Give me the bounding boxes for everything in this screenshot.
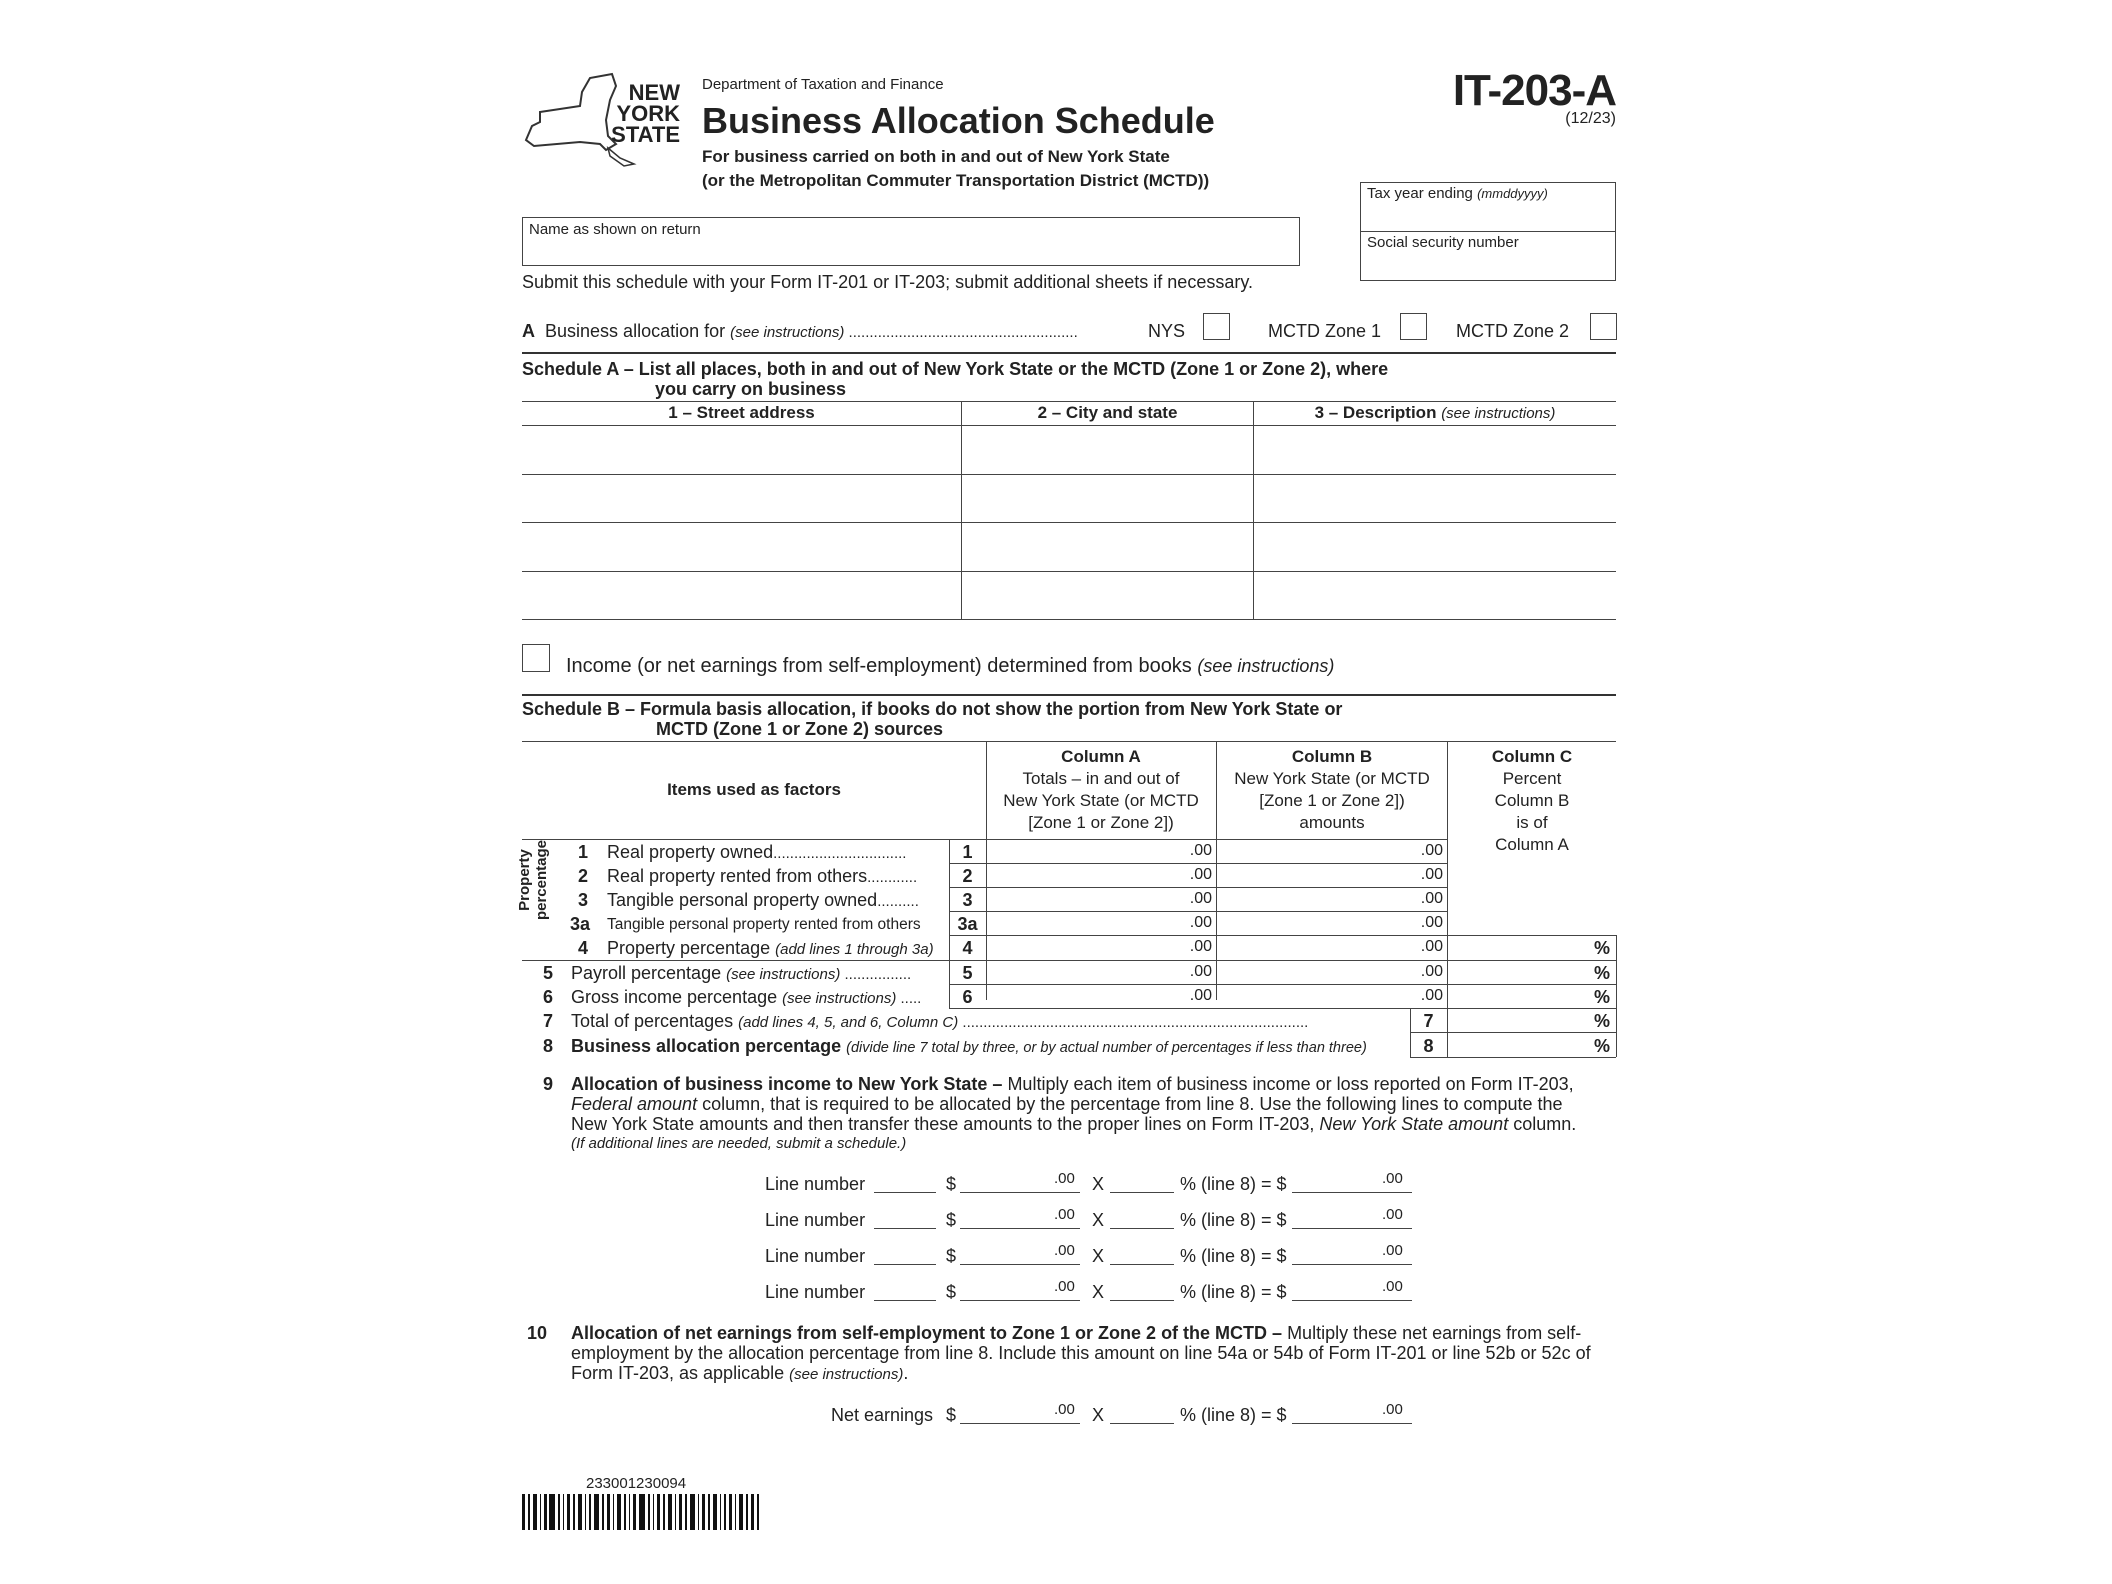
line4-column-a[interactable]: .00 — [1189, 938, 1212, 955]
net-earnings-input[interactable] — [960, 1423, 1080, 1424]
column-c-header: Column C Percent Column B is of Column A — [1491, 747, 1573, 854]
result-input-2[interactable] — [1292, 1228, 1412, 1229]
percent-input-4[interactable] — [1110, 1300, 1174, 1301]
books-checkbox[interactable] — [522, 644, 550, 672]
line10-number: 10 — [527, 1323, 548, 1343]
schedule-b-heading-cont: MCTD (Zone 1 or Zone 2) sources — [656, 719, 944, 739]
city-state-input-1[interactable] — [962, 426, 1252, 473]
items-header: Items used as factors — [667, 780, 841, 799]
form-subtitle-2: (or the Metropolitan Commuter Transportation District (MCTD)) — [702, 171, 1210, 190]
schedule-b-heading: Schedule B – Formula basis allocation, if books do not show the portion from New York State or — [522, 699, 1343, 719]
line2-column-b[interactable]: .00 — [1420, 866, 1443, 883]
line-number-input-1[interactable] — [874, 1192, 936, 1193]
line-number-input-2[interactable] — [874, 1228, 936, 1229]
line1-column-b[interactable]: .00 — [1420, 842, 1443, 859]
column-a-header: Column A Totals – in and out of New York State (or MCTD [Zone 1 or Zone 2]) — [1003, 747, 1199, 832]
ssn-field[interactable] — [1360, 231, 1616, 281]
percent-input-1[interactable] — [1110, 1192, 1174, 1193]
line6-column-b[interactable]: .00 — [1420, 987, 1443, 1004]
line-a: A Business allocation for (see instructions) ....................................................... — [522, 321, 1078, 341]
line4-column-b[interactable]: .00 — [1420, 938, 1443, 955]
line4-column-c[interactable]: % — [1593, 938, 1610, 958]
street-address-input-4[interactable] — [523, 572, 960, 618]
street-address-input-1[interactable] — [523, 426, 960, 473]
city-state-input-2[interactable] — [962, 475, 1252, 521]
divider — [522, 352, 1616, 354]
line8-column-c[interactable]: % — [1593, 1036, 1610, 1056]
form-subtitle-1: For business carried on both in and out of New York State — [702, 147, 1170, 166]
logo-text: NEW YORK STATE — [611, 80, 680, 147]
description-input-3[interactable] — [1254, 523, 1616, 570]
schedule-a-heading-cont: you carry on business — [655, 379, 847, 399]
option-zone2-label: MCTD Zone 2 — [1456, 321, 1570, 341]
option-nys-label: NYS — [1148, 321, 1186, 341]
city-state-input-4[interactable] — [962, 572, 1252, 618]
schedule-a-heading: Schedule A – List all places, both in and out of New York State or the MCTD (Zone 1 or Zone 2), where — [522, 359, 1389, 379]
amount-input-2[interactable] — [960, 1228, 1080, 1229]
line9-text: Allocation of business income to New York State – Multiply each item of business income or loss reported on Form IT-203, Federal amount column, that is required to be allocated by the percentage from line 8. Use the following lines to compute the New York State amounts and then transfer these amounts to the proper lines on Form IT-203, New York State amount column. (If additional lines are needed, submit a schedule.) — [571, 1074, 1577, 1152]
line9-number: 9 — [543, 1074, 554, 1094]
option-zone1-label: MCTD Zone 1 — [1268, 321, 1382, 341]
street-address-input-2[interactable] — [523, 475, 960, 521]
line3a-column-a[interactable]: .00 — [1189, 914, 1212, 931]
line5-column-b[interactable]: .00 — [1420, 963, 1443, 980]
mctd-zone1-checkbox[interactable] — [1400, 313, 1427, 340]
line10-percent-input[interactable] — [1110, 1423, 1174, 1424]
line-number-input-4[interactable] — [874, 1300, 936, 1301]
col-city-state-header: 2 – City and state — [1037, 403, 1178, 422]
line5-column-a[interactable]: .00 — [1189, 963, 1212, 980]
description-input-1[interactable] — [1254, 426, 1616, 473]
form-id: IT-203-A — [1452, 66, 1616, 115]
books-option-label: Income (or net earnings from self-employment) determined from books (see instructions) — [566, 655, 1335, 677]
line6-column-c[interactable]: % — [1593, 987, 1610, 1007]
column-b-header: Column B New York State (or MCTD [Zone 1 or Zone 2]) amounts — [1234, 747, 1430, 832]
department-name: Department of Taxation and Finance — [702, 76, 944, 93]
submit-note: Submit this schedule with your Form IT-201 or IT-203; submit additional sheets if necessary. — [522, 272, 1253, 292]
line10-text: Allocation of net earnings from self-employment to Zone 1 or Zone 2 of the MCTD – Multiply these net earnings from self- employment by the allocation percentage from line 8. Include this amount on line 54a or 54b of Form IT-201 or line 52b or 52c of Form IT-203, as applicable (see instructions). — [571, 1323, 1591, 1383]
line3-column-b[interactable]: .00 — [1420, 890, 1443, 907]
percent-input-3[interactable] — [1110, 1264, 1174, 1265]
form-title: Business Allocation Schedule — [702, 100, 1215, 141]
property-percentage-label: Property percentage — [516, 839, 550, 921]
amount-input-1[interactable] — [960, 1192, 1080, 1193]
percent-input-2[interactable] — [1110, 1228, 1174, 1229]
form-revision: (12/23) — [1565, 110, 1616, 127]
result-input-1[interactable] — [1292, 1192, 1412, 1193]
col-description-header: 3 – Description (see instructions) — [1314, 403, 1556, 422]
result-input-3[interactable] — [1292, 1264, 1412, 1265]
line2-column-a[interactable]: .00 — [1189, 866, 1212, 883]
name-field[interactable] — [522, 217, 1300, 266]
barcode — [522, 1494, 762, 1530]
ssn-label: Social security number — [1367, 234, 1519, 251]
line-number-input-3[interactable] — [874, 1264, 936, 1265]
nys-checkbox[interactable] — [1203, 313, 1230, 340]
line5-column-c[interactable]: % — [1593, 963, 1610, 983]
barcode-number: 233001230094 — [586, 1475, 687, 1492]
amount-input-3[interactable] — [960, 1264, 1080, 1265]
result-input-4[interactable] — [1292, 1300, 1412, 1301]
line6-column-a[interactable]: .00 — [1189, 987, 1212, 1004]
tax-year-label: Tax year ending (mmddyyyy) — [1367, 185, 1548, 202]
line3a-column-b[interactable]: .00 — [1420, 914, 1443, 931]
city-state-input-3[interactable] — [962, 523, 1252, 570]
line3-column-a[interactable]: .00 — [1189, 890, 1212, 907]
line10-result-input[interactable] — [1292, 1423, 1412, 1424]
divider — [522, 694, 1616, 696]
tax-year-field[interactable] — [1360, 182, 1616, 232]
description-input-4[interactable] — [1254, 572, 1616, 618]
line7-column-c[interactable]: % — [1593, 1011, 1610, 1031]
line1-column-a[interactable]: .00 — [1189, 842, 1212, 859]
col-street-address-header: 1 – Street address — [668, 403, 815, 422]
street-address-input-3[interactable] — [523, 523, 960, 570]
description-input-2[interactable] — [1254, 475, 1616, 521]
name-field-label: Name as shown on return — [529, 221, 701, 238]
amount-input-4[interactable] — [960, 1300, 1080, 1301]
mctd-zone2-checkbox[interactable] — [1590, 313, 1617, 340]
